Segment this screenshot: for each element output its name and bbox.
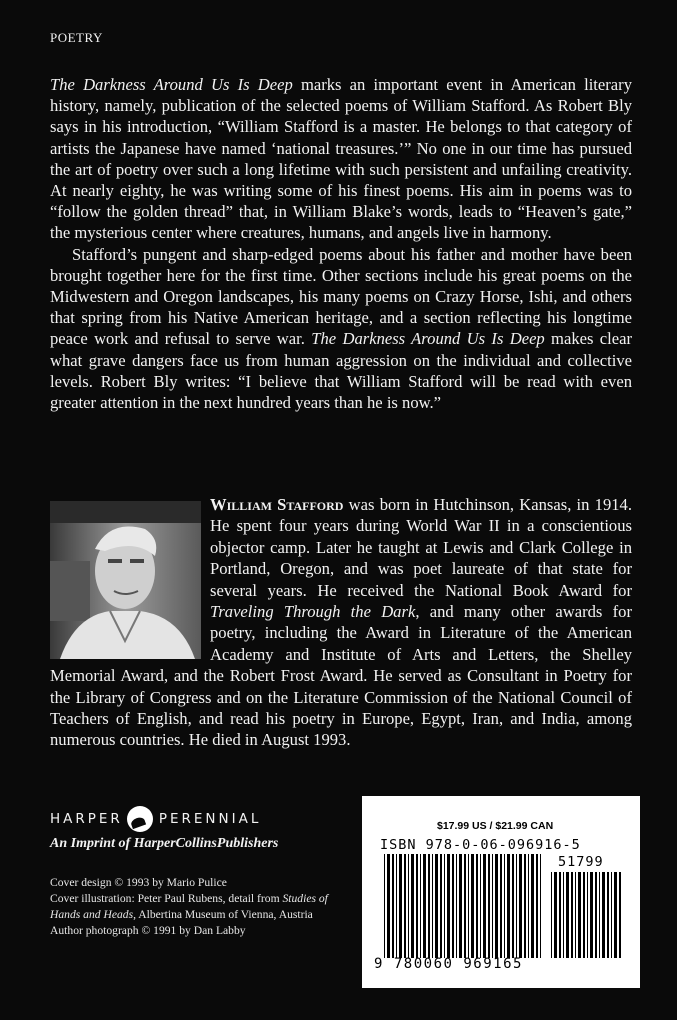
barcode-bar bbox=[516, 854, 517, 958]
bio-text: , and many other awards for poetry, including the Award in Literature of the American Academy and Institute of Arts and Letters, the Shelley Memorial Award, and the Robert Frost Award. He served as Consultant in Poetry for the Library of Congress and on the Literature Commission of the National Council of Teachers of English, and read his poetry in Europe, Egypt, Iran, and India, among numerous countries. He died in August 1993. bbox=[50, 602, 632, 750]
barcode-bar bbox=[531, 854, 534, 958]
barcode-bar bbox=[559, 872, 561, 958]
credit-text: Cover illustration: Peter Paul Rubens, detail from bbox=[50, 892, 283, 905]
blurb-paragraph-2 bbox=[50, 244, 632, 414]
barcode-bar bbox=[590, 872, 593, 958]
ean-number: 9 780060 969165 bbox=[374, 956, 523, 972]
barcode-bar bbox=[384, 854, 385, 958]
barcode-bar bbox=[536, 854, 538, 958]
barcode-bar bbox=[602, 872, 605, 958]
barcode-bar bbox=[444, 854, 445, 958]
barcode-bar bbox=[599, 872, 600, 958]
barcode-bar bbox=[528, 854, 529, 958]
barcode-bar bbox=[392, 854, 394, 958]
book-title: The Darkness Around Us Is Deep bbox=[50, 75, 293, 94]
logo-text-left: HARPER bbox=[50, 811, 123, 827]
author-bio bbox=[50, 494, 632, 751]
barcode-bar bbox=[611, 872, 612, 958]
barcode-bar bbox=[495, 854, 498, 958]
barcode-bar bbox=[480, 854, 481, 958]
barcode-bar bbox=[524, 854, 526, 958]
blurb-text: Stafford’s pungent and sharp-edged poems about his father and mother have been brought together here for the first time. Other sections include his great poems on the Midwestern and Oregon landscapes, his many poems on Crazy Horse, Ishi, and others that spring from his Native American heritage, and a section reflecting his longtime peace work and refusal to serve war. bbox=[50, 244, 632, 349]
barcode-bar bbox=[551, 872, 552, 958]
barcode-bar bbox=[595, 872, 597, 958]
logo-text-right: PERENNIAL bbox=[158, 811, 262, 827]
barcode-bar bbox=[411, 854, 414, 958]
cover-design-credit: Cover design © 1993 by Mario Pulice bbox=[50, 876, 227, 889]
barcode-bar bbox=[619, 872, 621, 958]
barcode-bar bbox=[540, 854, 541, 958]
barcode-bar bbox=[468, 854, 469, 958]
author-name: William Stafford bbox=[210, 495, 344, 514]
barcode-bar bbox=[408, 854, 409, 958]
isbn-label: ISBN 978-0-06-096916-5 bbox=[380, 837, 581, 853]
barcode-bar bbox=[396, 854, 397, 958]
barcode-bar bbox=[571, 872, 573, 958]
blurb-text: marks an important event in American literary history, namely, publication of the selected poems of William Stafford. As Robert Bly says in his introduction, “William Stafford is a master. He belongs to that category of artists the Japanese have named ‘national treasures.’” No one in our time has pursued the art of poetry over such a long lifetime with such persistent and unfailing creativity. At nearly eighty, he was writing some of his finest poems. His aim in poems was to “follow the golden thread” that, in William Blake’s words, leads to “Heaven’s gate,” the mysterious center where creatures, humans, and angels live in harmony. bbox=[50, 75, 632, 243]
barcode-bar bbox=[399, 854, 402, 958]
barcode-bar bbox=[587, 872, 588, 958]
barcode-bar bbox=[432, 854, 433, 958]
barcode-bar bbox=[428, 854, 430, 958]
blurb-paragraph-1 bbox=[50, 74, 632, 244]
barcode-bar bbox=[471, 854, 474, 958]
barcode-bar bbox=[507, 854, 510, 958]
barcode-bar bbox=[459, 854, 462, 958]
barcode-bar bbox=[452, 854, 454, 958]
artwork-title: Studies of Hands and Heads bbox=[50, 892, 328, 921]
category-label: POETRY bbox=[50, 30, 103, 45]
barcode-bar bbox=[387, 854, 390, 958]
barcode-bar bbox=[476, 854, 478, 958]
imprint-text-publishers: Publishers bbox=[216, 836, 279, 851]
barcode-bar bbox=[420, 854, 421, 958]
barcode-bar bbox=[435, 854, 438, 958]
award-book-title: Traveling Through the Dark bbox=[210, 602, 416, 622]
ean-barcode bbox=[384, 854, 544, 958]
book-title: The Darkness Around Us Is Deep bbox=[311, 329, 545, 349]
barcode-bar bbox=[483, 854, 486, 958]
barcode-bar bbox=[554, 872, 557, 958]
cover-credits bbox=[50, 875, 350, 939]
imprint-text: An Imprint of HarperCollins bbox=[50, 836, 217, 851]
barcode-bar bbox=[614, 872, 617, 958]
barcode-bar bbox=[566, 872, 569, 958]
blurb-text: makes clear what grave dangers face us from human aggression on the individual and collective levels. Robert Bly writes: “I believe that William Stafford will be read with even greater attention in the next hundred years than he is now.” bbox=[50, 329, 633, 413]
barcode-bar bbox=[583, 872, 585, 958]
barcode-bar bbox=[512, 854, 514, 958]
barcode-bar bbox=[464, 854, 466, 958]
barcode-bar bbox=[447, 854, 450, 958]
barcode-bar bbox=[519, 854, 522, 958]
price-label: $17.99 US / $21.99 CAN bbox=[437, 820, 554, 832]
perennial-logo-icon bbox=[127, 806, 153, 832]
barcode-bar bbox=[500, 854, 502, 958]
barcode-bar bbox=[456, 854, 457, 958]
publisher-logo bbox=[50, 806, 261, 832]
barcode-bar bbox=[575, 872, 576, 958]
addon-barcode bbox=[551, 872, 623, 958]
illustration-credit bbox=[50, 891, 350, 923]
imprint-line bbox=[50, 836, 278, 852]
barcode-bar bbox=[423, 854, 426, 958]
credit-text: , Albertina Museum of Vienna, Austria bbox=[133, 908, 313, 921]
barcode-bar bbox=[488, 854, 490, 958]
barcode-bar bbox=[607, 872, 609, 958]
addon-number: 51799 bbox=[558, 854, 604, 870]
barcode-bar bbox=[404, 854, 406, 958]
barcode-bar bbox=[504, 854, 505, 958]
description-blurb bbox=[50, 74, 632, 413]
bio-text: was born in Hutchinson, Kansas, in 1914. He spent four years during World War II in a conscientious objector camp. Later he taught at Lewis and Clark College in Portland, Oregon, and was poet laureate of that state for several years. He received the National Book Award for bbox=[210, 495, 632, 600]
barcode-bar bbox=[492, 854, 493, 958]
barcode-bar bbox=[563, 872, 564, 958]
barcode-bar bbox=[440, 854, 442, 958]
barcode-bar bbox=[578, 872, 581, 958]
barcode-bar bbox=[416, 854, 418, 958]
barcode-panel bbox=[362, 796, 640, 988]
photo-credit: Author photograph © 1991 by Dan Labby bbox=[50, 924, 246, 937]
